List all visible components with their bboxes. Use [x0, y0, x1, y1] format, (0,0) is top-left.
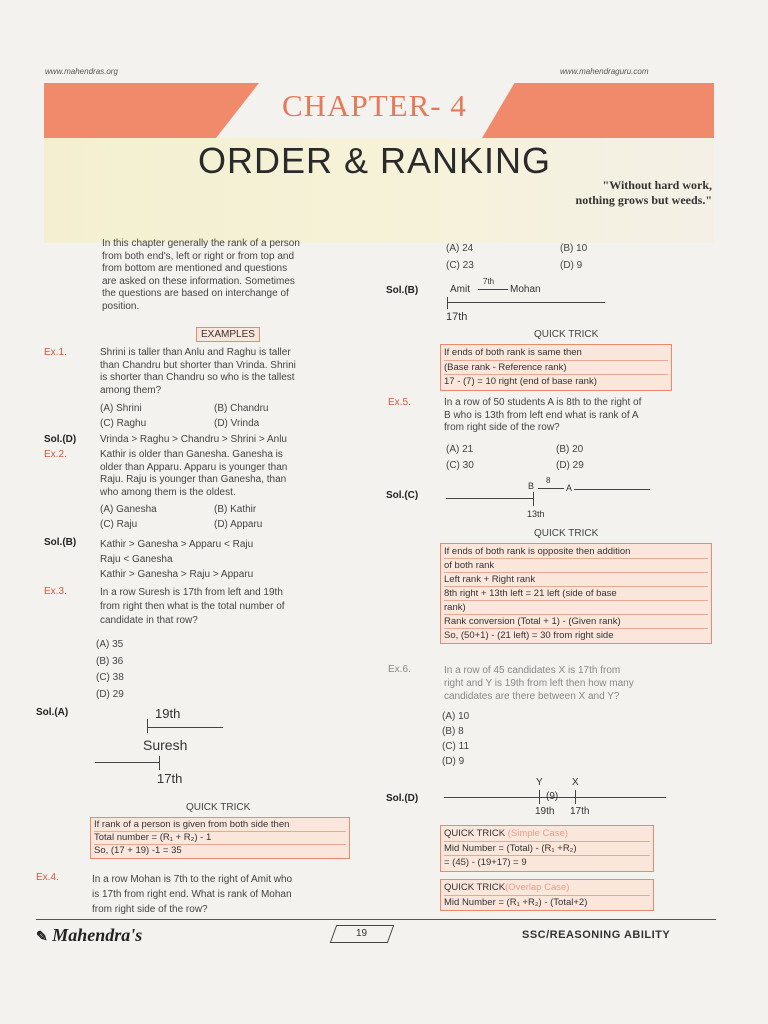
ex4-opt-b: (B) 10 [560, 243, 588, 254]
ex1-line: is shorter than Chandru so who is the tallest [100, 372, 295, 383]
ex6-opt: (B) 8 [442, 726, 464, 737]
ex2-sol-label: Sol.(B) [44, 537, 77, 548]
ex6-diagram-right: 17th [570, 806, 590, 817]
page-number [330, 925, 395, 943]
ex4-quick-trick-box [440, 344, 672, 391]
page-title: ORDER & RANKING [198, 140, 552, 181]
ex5-qt-line: of both rank [444, 559, 708, 573]
ex4-opt-d: (D) 9 [560, 260, 583, 271]
examples-heading: EXAMPLES [196, 327, 260, 342]
ex4-diagram-arrow [478, 289, 508, 290]
ex3-diagram-tick [159, 756, 160, 770]
ex6-sol-label: Sol.(D) [386, 793, 419, 804]
ex4-diagram-line [447, 302, 605, 303]
ex3-diagram-tick [147, 719, 148, 733]
ex3-label: Ex.3. [44, 586, 67, 597]
ex2-question [100, 449, 375, 499]
ex6-line: candidates are there between X and Y? [444, 691, 620, 702]
ex2-line: Kathir is older than Ganesha. Ganesha is [100, 449, 283, 460]
ex6-quick-trick-box-overlap [440, 879, 654, 911]
ex4-question [92, 872, 372, 917]
url-right[interactable]: www.mahendraguru.com [560, 67, 649, 76]
ex3-opt: (A) 35 [96, 639, 124, 650]
ex6-qt2-sub: (Overlap Case) [505, 882, 570, 893]
intro-line: from bottom are mentioned and questions [102, 263, 288, 274]
intro-line: are asked on these information. Sometimes [102, 275, 295, 287]
ex2-label: Ex.2. [44, 449, 67, 460]
footer-divider [36, 919, 716, 920]
ex1-line: than Chandru but shorter than Vrinda. Shrini [100, 359, 296, 371]
ex6-diagram-x: X [572, 777, 579, 788]
ex4-diagram-tick [447, 297, 448, 309]
ex1-label: Ex.1. [44, 347, 67, 358]
header-band-left [44, 83, 259, 138]
ex5-diagram-a: A [566, 483, 573, 493]
ex5-opt-d: (D) 29 [556, 460, 584, 471]
ex3-diagram-top: 19th [155, 706, 181, 721]
quote-line: "Without hard work, [602, 178, 712, 192]
ex4-qt-line: 17 - (7) = 10 right (end of base rank) [444, 376, 597, 387]
ex1-opt-d: (D) Vrinda [214, 418, 260, 429]
ex4-line: In a row Mohan is 7th to the right of Amit who [92, 874, 293, 885]
ex2-line: older than Apparu. Apparu is younger than [100, 461, 288, 473]
ex5-diagram-mid: 8 [546, 476, 551, 485]
ex2-opt-c: (C) Raju [100, 519, 138, 530]
footer-subject: SSC/REASONING ABILITY [522, 929, 671, 941]
ex3-options [96, 637, 124, 703]
ex6-diagram-tick [539, 790, 540, 804]
ex5-sol-label: Sol.(C) [386, 490, 419, 501]
ex2-line: who among them is the oldest. [100, 486, 236, 498]
ex2-line: Raju. Raju is younger than Ganesha, than [100, 474, 287, 485]
ex5-opt-b: (B) 20 [556, 444, 584, 455]
ex3-opt: (C) 38 [96, 672, 124, 683]
ex6-quick-trick-box-simple [440, 825, 654, 872]
ex5-qt-line: 8th right + 13th left = 21 left (side of base [444, 587, 708, 601]
ex6-options [442, 709, 469, 769]
ex5-diagram-arrow [538, 488, 564, 489]
ex3-qt-line: So, (17 + 19) -1 = 35 [94, 845, 182, 856]
ex4-diagram-left: Amit [450, 284, 470, 295]
ex6-diagram-mid: (9) [546, 791, 559, 802]
ex5-diagram-b: B [528, 481, 535, 491]
quote [500, 178, 712, 208]
ex6-diagram-y: Y [536, 777, 543, 788]
ex6-opt: (A) 10 [442, 711, 470, 722]
ex6-line: In a row of 45 candidates X is 17th from [444, 665, 621, 676]
ex4-diagram-mid: 7th [483, 277, 495, 286]
ex6-qt2-title: QUICK TRICK [444, 882, 506, 893]
intro-line: position. [102, 300, 140, 312]
ex4-diagram-right: Mohan [510, 284, 541, 295]
ex2-sol-line: Kathir > Ganesha > Raju > Apparu [100, 569, 254, 580]
ex6-opt: (D) 9 [442, 756, 465, 767]
intro-line: the questions are based on interchange of [102, 288, 289, 299]
ex5-qt-line: rank) [444, 601, 708, 615]
ex3-opt: (B) 36 [96, 655, 124, 667]
ex6-diagram-tick [575, 790, 576, 804]
pen-icon: ✎ [36, 930, 48, 945]
ex3-opt: (D) 29 [96, 688, 124, 700]
ex6-qt1-title: QUICK TRICK [444, 828, 506, 839]
ex6-qt1-line: = (45) - (19+17) = 9 [444, 857, 527, 868]
ex6-opt: (C) 11 [442, 741, 470, 752]
ex3-diagram-line [147, 727, 223, 728]
ex5-diagram-bottom: 13th [527, 509, 545, 519]
ex6-question [444, 664, 716, 703]
ex3-question [100, 586, 375, 628]
ex6-diagram-left: 19th [535, 806, 555, 817]
ex2-sol-line: Raju < Ganesha [100, 554, 173, 565]
ex5-quick-trick-title: QUICK TRICK [534, 528, 599, 539]
ex5-line: In a row of 50 students A is 8th to the right of [444, 397, 642, 408]
ex2-sol-line: Kathir > Ganesha > Apparu < Raju [100, 539, 254, 550]
ex3-line: candidate in that row? [100, 615, 198, 626]
ex5-diagram-line-left [446, 498, 534, 499]
ex3-line: from right then what is the total number of [100, 601, 285, 612]
ex1-sol: Vrinda > Raghu > Chandru > Shrini > Anlu [100, 434, 287, 445]
ex5-line: from right side of the row? [444, 422, 560, 433]
ex1-line: Shrini is taller than Anlu and Raghu is taller [100, 347, 291, 358]
ex6-qt1-sub: (Simple Case) [507, 828, 568, 839]
intro-line: from both end's, left or right or from top and [102, 250, 295, 262]
ex3-qt-line: Total number = (R₁ + R₂) - 1 [94, 832, 346, 845]
ex4-label: Ex.4. [36, 872, 59, 883]
ex4-quick-trick-title: QUICK TRICK [534, 329, 599, 340]
footer-logo-text: Mahendra's [52, 925, 143, 945]
ex6-qt1-header [444, 827, 650, 842]
chapter-label: CHAPTER- 4 [282, 88, 467, 123]
intro-line: In this chapter generally the rank of a person [102, 238, 300, 249]
ex2-opt-a: (A) Ganesha [100, 504, 157, 515]
ex1-sol-label: Sol.(D) [44, 434, 77, 445]
ex5-opt-c: (C) 30 [446, 460, 474, 471]
ex6-qt2-header [444, 881, 650, 896]
ex6-qt2-line: Mid Number = (R₁ +R₂) - (Total+2) [444, 896, 588, 908]
ex3-diagram-line [95, 762, 160, 763]
ex3-diagram-bottom: 17th [157, 771, 183, 786]
ex4-line: from right side of the row? [92, 904, 208, 915]
ex5-qt-line: So, (50+1) - (21 left) = 30 from right side [444, 630, 614, 641]
ex2-sol [100, 537, 253, 582]
ex4-sol-label: Sol.(B) [386, 285, 419, 296]
ex5-quick-trick-box [440, 543, 712, 644]
ex1-opt-a: (A) Shrini [100, 403, 142, 414]
ex5-diagram-line-right [574, 489, 650, 490]
ex5-line: B who is 13th from left end what is rank of A [444, 409, 639, 421]
ex5-label: Ex.5. [388, 397, 411, 408]
header-band-right [482, 83, 714, 138]
ex5-qt-line: Rank conversion (Total + 1) - (Given rank) [444, 615, 708, 629]
ex5-diagram-tick [533, 492, 534, 506]
ex3-line: In a row Suresh is 17th from left and 19th [100, 587, 283, 598]
url-left[interactable]: www.mahendras.org [45, 67, 118, 76]
ex1-opt-c: (C) Raghu [100, 418, 147, 429]
ex3-diagram-name: Suresh [143, 737, 188, 753]
ex6-qt1-line: Mid Number = (Total) - (R₁ +R₂) [444, 842, 650, 857]
ex5-qt-line: Left rank + Right rank [444, 573, 708, 587]
intro-paragraph [102, 238, 374, 313]
ex4-opt-a: (A) 24 [446, 243, 474, 254]
ex2-opt-b: (B) Kathir [214, 504, 257, 515]
ex3-sol-label: Sol.(A) [36, 707, 69, 718]
ex1-line: among them? [100, 384, 162, 396]
ex6-line: right and Y is 19th from left then how many [444, 678, 634, 689]
ex2-opt-d: (D) Apparu [214, 519, 263, 530]
footer-logo [36, 925, 142, 946]
ex4-qt-line: If ends of both rank is same then [444, 346, 668, 361]
ex5-qt-line: If ends of both rank is opposite then addition [444, 545, 708, 559]
ex3-quick-trick-title: QUICK TRICK [186, 802, 251, 813]
ex1-opt-b: (B) Chandru [214, 403, 269, 414]
page-number-text: 19 [356, 928, 368, 939]
ex5-opt-a: (A) 21 [446, 444, 474, 455]
ex4-qt-line: (Base rank - Reference rank) [444, 361, 668, 376]
ex3-quick-trick-box [90, 817, 350, 859]
ex3-qt-line: If rank of a person is given from both side then [94, 819, 346, 832]
ex4-opt-c: (C) 23 [446, 260, 474, 271]
ex5-question [444, 397, 716, 435]
ex4-diagram-bottom: 17th [446, 311, 468, 323]
ex1-question [100, 347, 375, 397]
quote-line: nothing grows but weeds." [575, 193, 712, 207]
ex6-label: Ex.6. [388, 664, 411, 675]
ex4-line: is 17th from right end. What is rank of Mohan [92, 889, 292, 900]
